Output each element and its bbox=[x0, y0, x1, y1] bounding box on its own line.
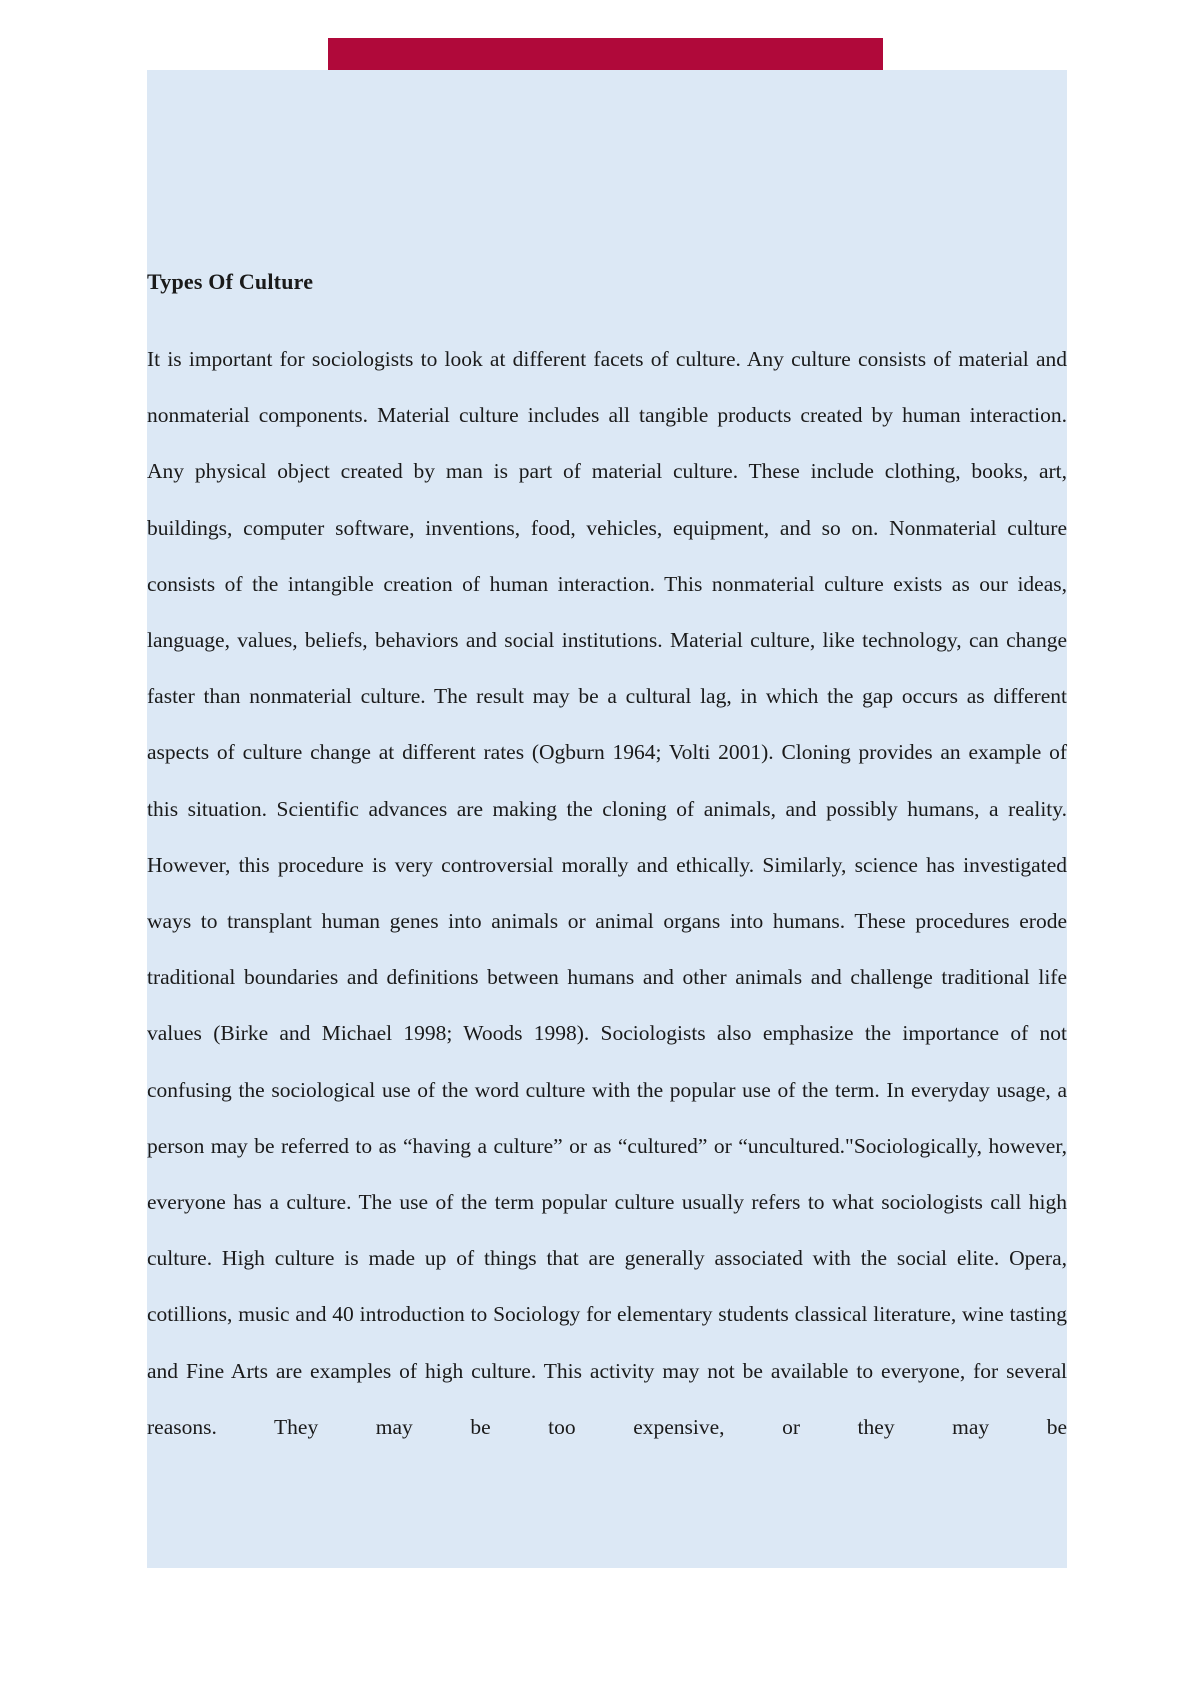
section-heading: Types Of Culture bbox=[147, 269, 314, 294]
body-paragraph: It is important for sociologists to look at different facets of culture. Any culture consists of material and nonmaterial components. Material culture includes all tangible products created by human interaction. Any physical object created by man is part of material culture. These include clothing, books, art, buildings, computer software, inventions, food, vehicles, equipment, and so on. Nonmaterial culture consists of the intangible creation of human interaction. This nonmaterial culture exists as our ideas, language, values, beliefs, behaviors and social institutions. Material culture, like technology, can change faster than nonmaterial culture. The result may be a cultural lag, in which the gap occurs as different aspects of culture change at different rates (Ogburn 1964; Volti 2001). Cloning provides an example of this situation. Scientific advances are making the cloning of animals, and possibly humans, a reality. However, this procedure is very controversial morally and ethically. Similarly, science has investigated ways to transplant human genes into animals or animal organs into humans. These procedures erode traditional boundaries and definitions between humans and other animals and challenge traditional life values (Birke and Michael 1998; Woods 1998). Sociologists also emphasize the importance of not confusing the sociological use of the word culture with the popular use of the term. In everyday usage, a person may be referred to as “having a culture” or as “cultured” or “uncultured."Sociologically, however, everyone has a culture. The use of the term popular culture usually refers to what sociologists call high culture. High culture is made up of things that are generally associated with the social elite. Opera, cotillions, music and 40 introduction to Sociology for elementary students classical literature, wine tasting and Fine Arts are examples of high culture. This activity may not be available to everyone, for several reasons. They may be too expensive, or they may be bbox=[147, 347, 1067, 1439]
header-accent-bar bbox=[328, 38, 883, 70]
